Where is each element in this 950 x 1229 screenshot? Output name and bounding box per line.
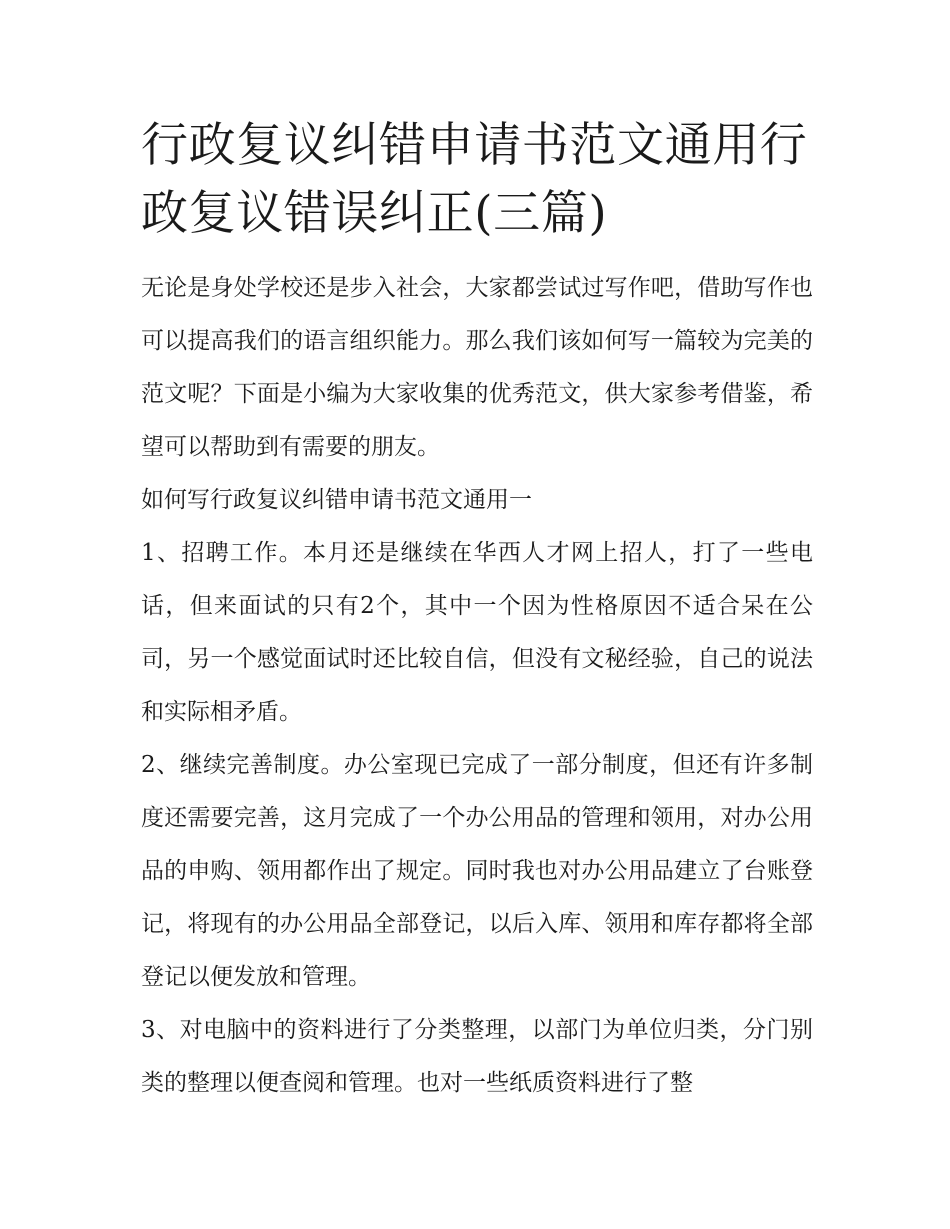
item-paragraph-1: 1、招聘工作。本月还是继续在华西人才网上招人，打了一些电话，但来面试的只有2个，其中一个因为性格原因不适合呆在公司，另一个感觉面试时还比较自信，但没有文秘经验，自己的说法和实际相矛盾。 bbox=[141, 540, 813, 725]
item-paragraph-3: 3、对电脑中的资料进行了分类整理，以部门为单位归类，分门别类的整理以便查阅和管理。也对一些纸质资料进行了整 bbox=[141, 1017, 813, 1096]
document-title: 行政复议纠错申请书范文通用行政复议错误纠正(三篇) bbox=[141, 118, 808, 241]
section-heading: 如何写行政复议纠错申请书范文通用一 bbox=[141, 487, 532, 513]
intro-paragraph: 无论是身处学校还是步入社会，大家都尝试过写作吧，借助写作也可以提高我们的语言组织能力。那么我们该如何写一篇较为完美的范文呢？下面是小编为大家收集的优秀范文，供大家参考借鉴，希望可以帮助到有需要的朋友。 bbox=[141, 275, 813, 460]
document-body bbox=[141, 112, 813, 1110]
item-paragraph-2: 2、继续完善制度。办公室现已完成了一部分制度，但还有许多制度还需要完善，这月完成了一个办公用品的管理和领用，对办公用品的申购、领用都作出了规定。同时我也对办公用品建立了台账登记，将现有的办公用品全部登记，以后入库、领用和库存都将全部登记以便发放和管理。 bbox=[141, 752, 813, 990]
